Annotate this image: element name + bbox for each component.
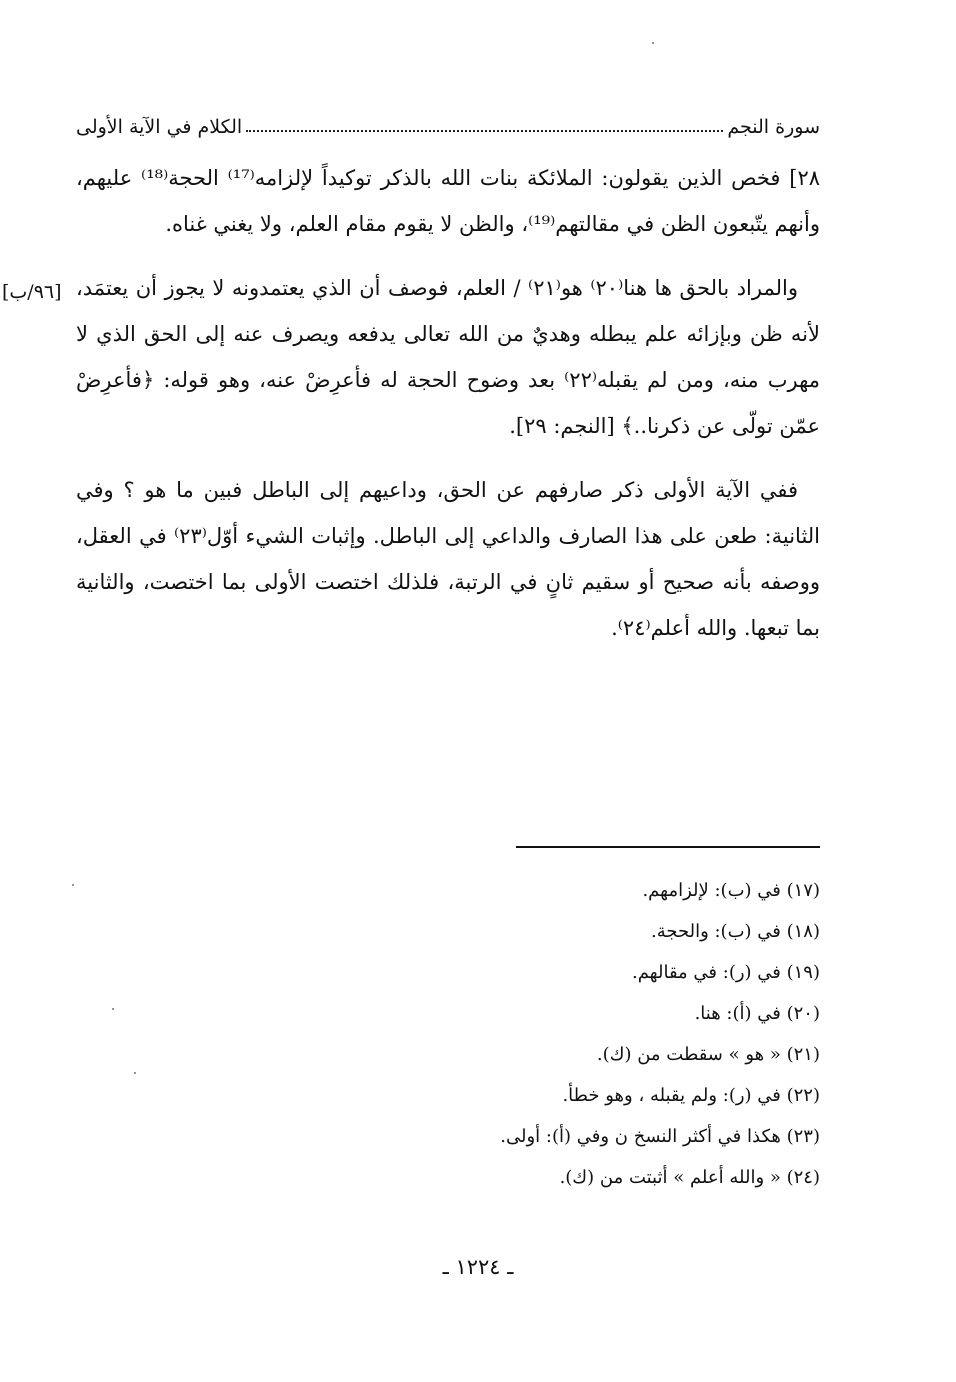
footnote-18: (١٨) في (ب): والحجة.	[650, 921, 820, 942]
paragraph-3: ففي الآية الأولى ذكر صارفهم عن الحق، وداعيهم إلى الباطل فبين ما هو ؟ وفي الثانية: طعن على هذا الصارف والداعي إلى الباطل. وإثبات الشيء أوّل⁽٢٣⁾ في العقل، ووصفه بأنه صحيح أو سقيم ثانٍ في الرتبة، فلذلك اختصت الأولى بما اختصت، والثانية بما تبعها. والله أعلم⁽٢٤⁾.	[76, 478, 821, 640]
paragraph-2: والمراد بالحق ها هنا⁽٢٠⁾ هو⁽٢١⁾ / العلم، فوصف أن الذي يعتمدونه لا يجوز أن يعتمَد، لأنه ظن وبإزائه علم يبطله وهديٌ من الله تعالى يدفعه ويصرف عنه إلى الحق الذي لا مهرب منه، ومن لم يقبله⁽٢٢⁾ بعد وضوح الحجة له فأعرِضْ عنه، وهو قوله: ﴿فأعرِضْ عمّن تولّى عن ذكرنا..﴾ [النجم: ٢٩].	[76, 276, 821, 438]
header-section-topic: الكلام في الآية الأولى	[76, 116, 243, 138]
footnote-17: (١٧) في (ب): لإلزامهم.	[642, 880, 820, 901]
footnote-19: (١٩) في (ر): في مقالهم.	[631, 962, 820, 983]
paragraph-1: ٢٨] فخص الذين يقولون: الملائكة بنات الله بالذكر توكيداً لإلزامه⁽¹⁷⁾ الحجة⁽¹⁸⁾ عليهم، وأنهم يتّبعون الظن في مقالتهم⁽¹⁹⁾، والظن لا يقوم مقام العلم، ولا يغني غناه.	[76, 166, 821, 236]
footnote-20: (٢٠) في (أ): هنا.	[694, 1003, 820, 1024]
scan-speck	[134, 1072, 136, 1074]
page-number: ـ ١٢٢٤ ـ	[442, 1255, 514, 1279]
scan-speck	[112, 1008, 114, 1010]
running-header	[76, 104, 820, 138]
footnotes-list	[300, 870, 820, 1198]
manuscript-folio-marker: [٩٦/ب]	[2, 281, 62, 303]
footnote-22: (٢٢) في (ر): ولم يقبله ، وهو خطأ.	[562, 1085, 820, 1106]
footnote-divider	[516, 846, 820, 848]
footnote-23: (٢٣) هكذا في أكثر النسخ ن وفي (أ): أولى.	[500, 1126, 820, 1147]
main-text	[76, 155, 820, 669]
header-surah-title: سورة النجم	[727, 116, 820, 138]
footnote-24: (٢٤) « والله أعلم » أثبتت من (ك).	[559, 1167, 820, 1188]
scan-speck	[652, 42, 654, 44]
header-dot-leader	[246, 129, 723, 132]
scan-speck	[72, 884, 74, 886]
footnote-21: (٢١) « هو » سقطت من (ك).	[596, 1044, 820, 1065]
